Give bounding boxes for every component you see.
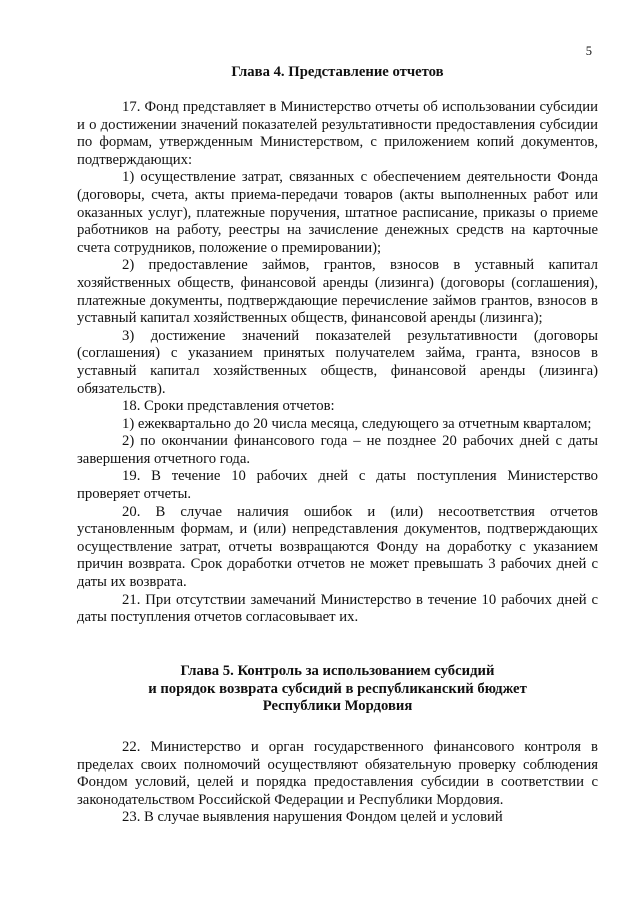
chapter-4-body <box>77 99 598 627</box>
paragraph-18: 18. Сроки представления отчетов: <box>122 398 335 415</box>
chapter-5-title <box>77 663 598 716</box>
paragraph-22: 22. Министерство и орган государственного финансового контроля в пределах своих полномочий осуществляют обязательную проверку соблюдения Фондом условий, целей и порядка предоставления субсидии в соответствии с законодательством Российской Федерации и Республики Мордовия. <box>77 739 598 808</box>
paragraph-18-item-2: 2) по окончании финансового года – не позднее 20 рабочих дней с даты завершения отчетного года. <box>77 433 598 467</box>
paragraph-19: 19. В течение 10 рабочих дней с даты поступления Министерство проверяет отчеты. <box>77 468 598 503</box>
paragraph-20: 20. В случае наличия ошибок и (или) несоответствия отчетов установленным формам, и (или) непредставления документов, подтверждающих осуществление затрат, отчеты возвращаются Фонду на доработку с указанием причин возврата. Срок доработки отчетов не может превышать 3 рабочих дней с даты их возврата. <box>77 503 598 591</box>
paragraph-23: 23. В случае выявления нарушения Фондом целей и условий <box>122 809 503 826</box>
paragraph-17: 17. Фонд представляет в Министерство отчеты об использовании субсидии и о достижении значений показателей результативности предоставления субсидии по формам, утвержденным Министерством, с приложением копий документов, подтверждающих: <box>77 99 598 168</box>
page-number: 5 <box>585 44 592 58</box>
chapter-4-title: Глава 4. Представление отчетов <box>231 64 444 80</box>
paragraph-17-item-2: 2) предоставление займов, грантов, взносов в уставный капитал хозяйственных обществ, финансовой аренды (лизинга) (договоры (соглашения), платежные документы, подтверждающие перечисление займов грантов, взносов в уставный капитал хозяйственных обществ, финансовой аренды (лизинга); <box>77 257 598 327</box>
chapter-5-title-line-1: Глава 5. Контроль за использованием субсидий <box>180 663 495 679</box>
paragraph-17-item-1: 1) осуществление затрат, связанных с обеспечением деятельности Фонда (договоры, счета, акты приема-передачи товаров (акты выполненных работ или оказанных услуг), платежные поручения, штатное расписание, приказы о приеме работников на работу, реестры на зачисление денежных средств на карточные счета сотрудников, положение о премировании); <box>77 169 598 256</box>
chapter-5-body <box>77 739 598 827</box>
paragraph-18-item-1: 1) ежеквартально до 20 числа месяца, следующего за отчетным кварталом; <box>122 415 592 432</box>
paragraph-17-item-3: 3) достижение значений показателей результативности (договоры (соглашения) с указанием принятых получателем займа, гранта, взносов в уставный капитал хозяйственных обществ, финансовой аренды (лизинга) обязательств). <box>77 327 598 397</box>
chapter-5-title-line-3: Республики Мордовия <box>262 698 413 715</box>
chapter-5-title-line-2: и порядок возврата субсидий в республиканский бюджет <box>148 680 527 697</box>
paragraph-21: 21. При отсутствии замечаний Министерство в течение 10 рабочих дней с даты поступления отчетов согласовывает их. <box>77 591 598 626</box>
